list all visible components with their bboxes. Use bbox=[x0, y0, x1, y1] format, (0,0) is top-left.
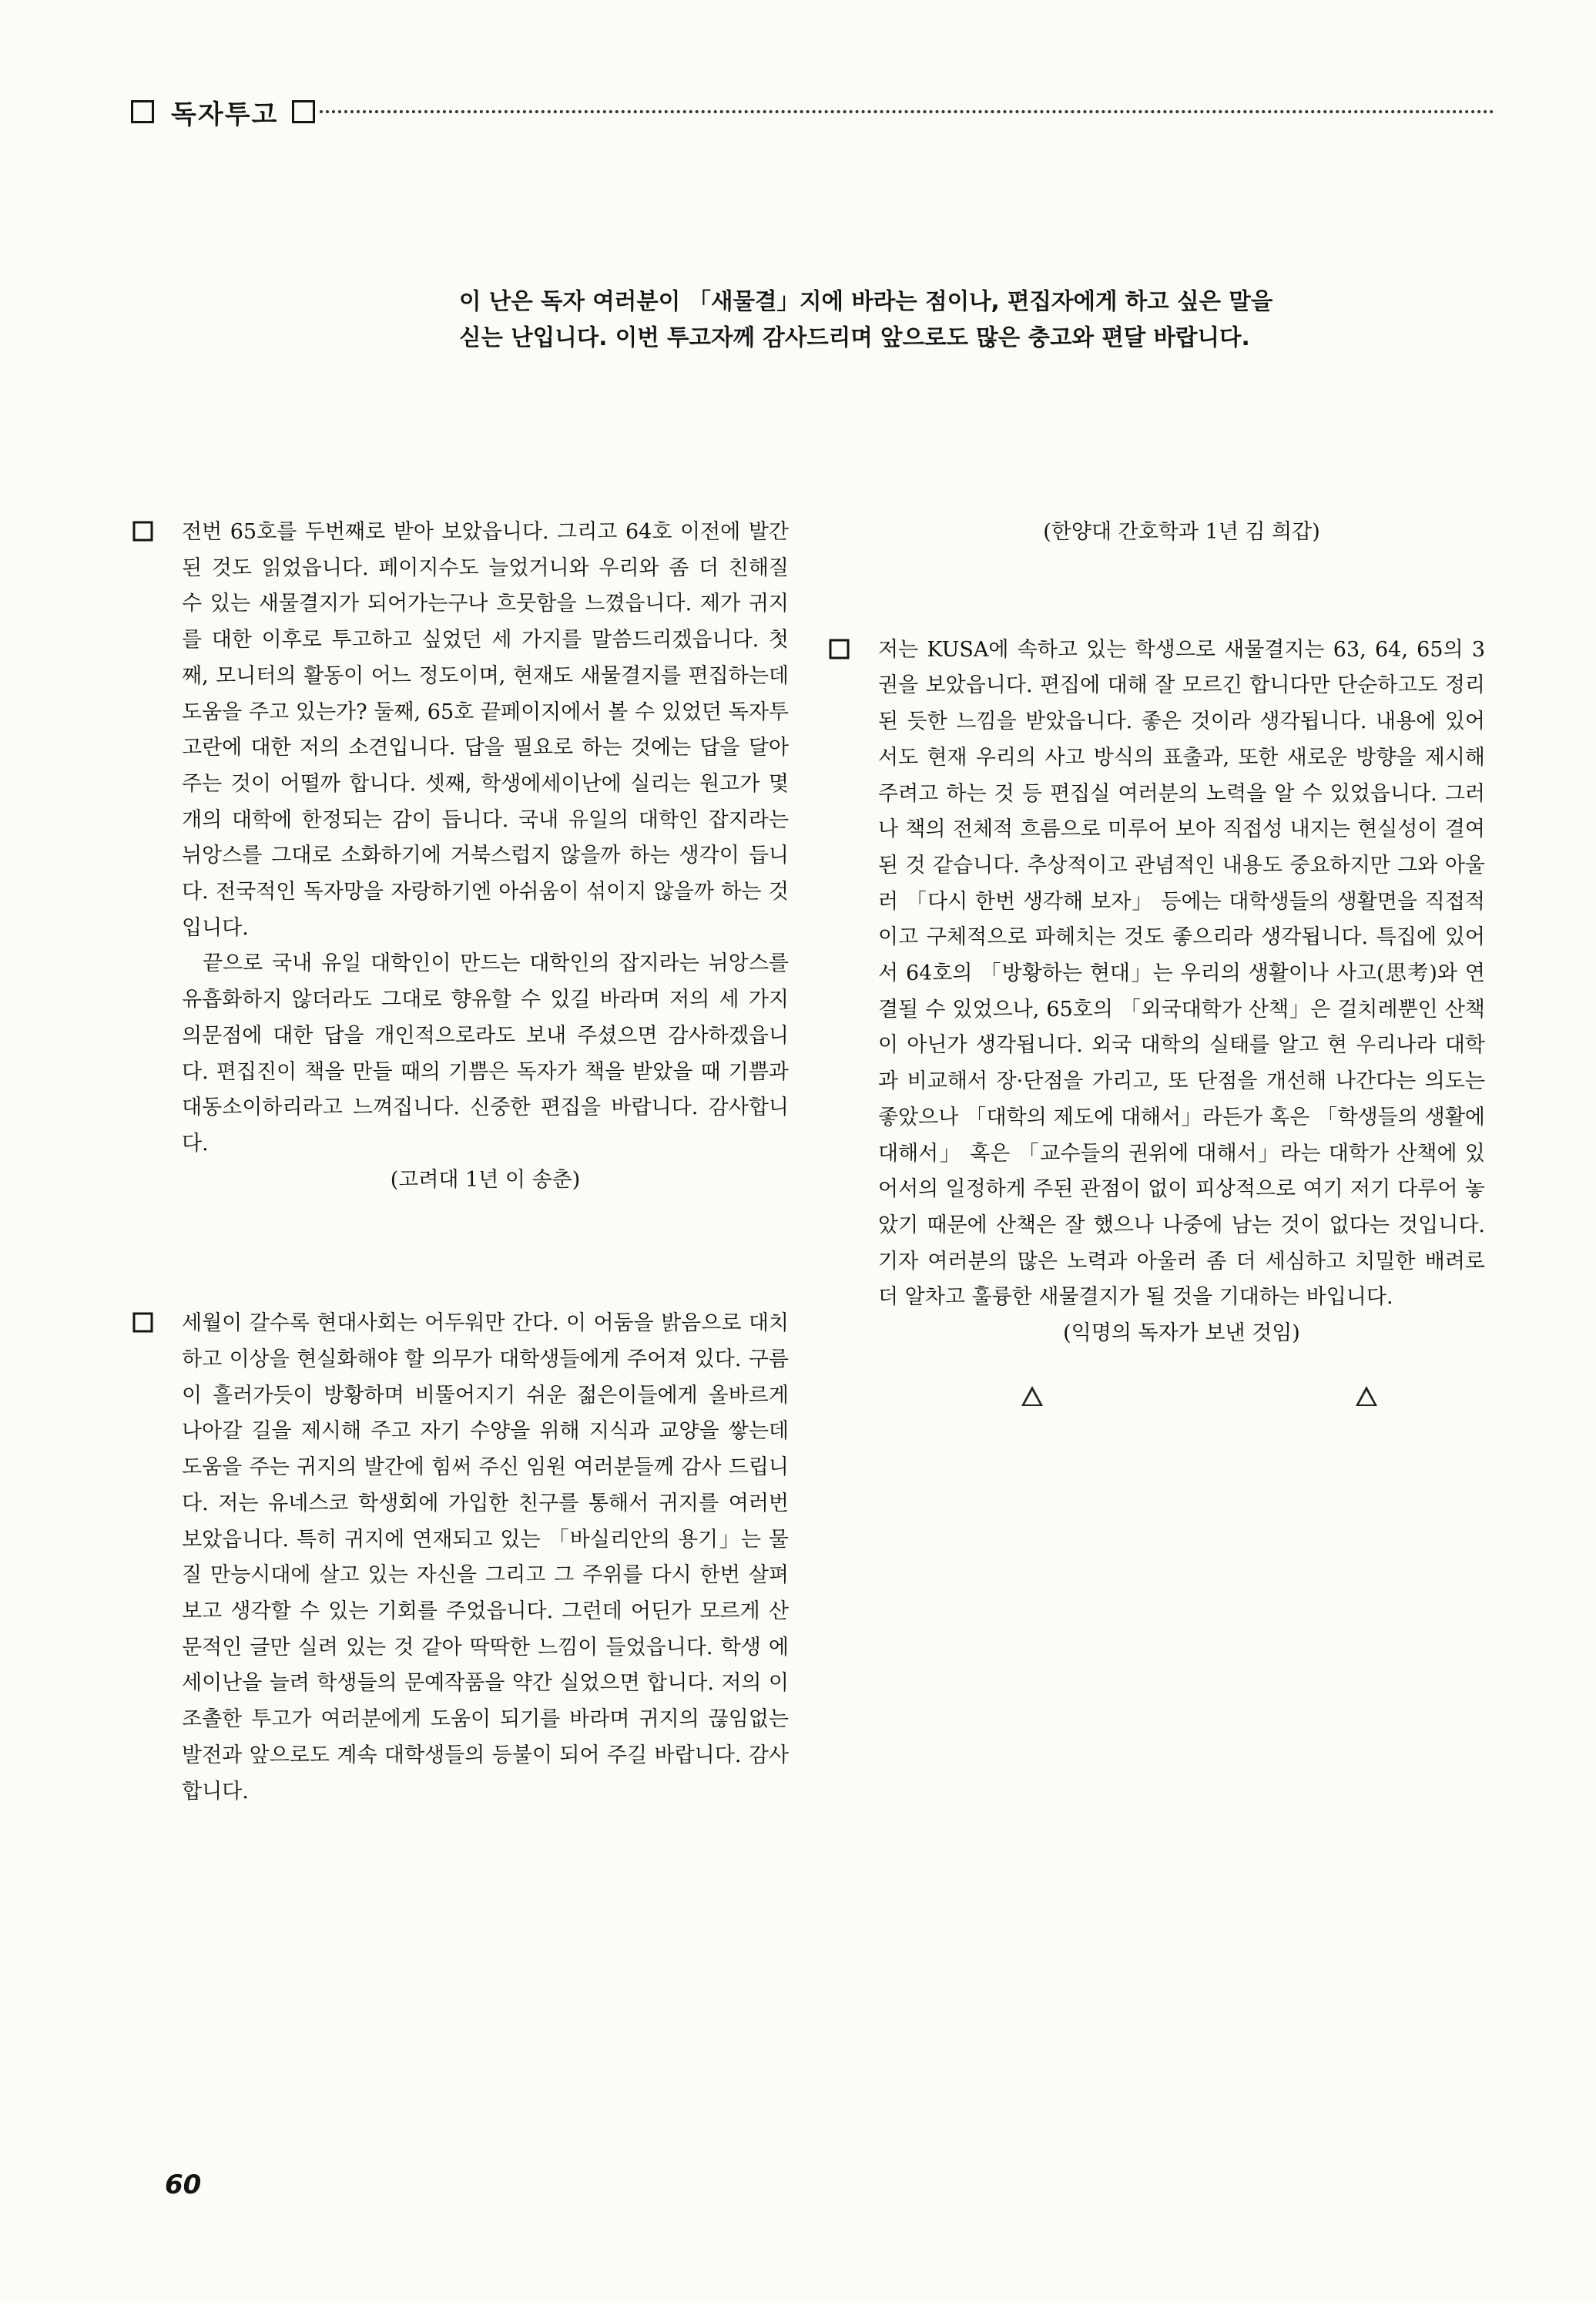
intro-notice bbox=[459, 284, 1445, 356]
right-column bbox=[878, 515, 1485, 1415]
letter-body: 전번 65호를 두번째로 받아 보았읍니다. 그리고 64호 이전에 발간된 것도 읽었읍니다. 페이지수도 늘었거니와 우리와 좀 더 친해질 수 있는 새물결지가 되어가는구나 흐뭇함을 느꼈읍니다. 제가 귀지를 대한 이후로 투고하고 싶었던 세 가지를 말씀드리겠읍니다. 첫째, 모니터의 활동이 어느 정도이며, 현재도 새물결지를 편집하는데 도움을 주고 있는가? 둘째, 65호 끝페이지에서 볼 수 있었던 독자투고란에 대한 저의 소견입니다. 답을 필요로 하는 것에는 답을 달아주는 것이 어떨까 합니다. 셋째, 학생에세이난에 실리는 원고가 몇 개의 대학에 한정되는 감이 듭니다. 국내 유일의 대학인 잡지라는 뉘앙스를 그대로 소화하기에 거북스럽지 않을까 하는 생각이 듭니다. 전국적인 독자망을 자랑하기엔 아쉬움이 섞이지 않을까 하는 것입니다. bbox=[182, 520, 789, 940]
reader-letter-2 bbox=[182, 1306, 789, 1810]
header-box-left-icon bbox=[131, 100, 154, 123]
header-box-right-icon bbox=[292, 100, 315, 123]
letter-bullet-box-icon bbox=[132, 521, 153, 542]
letter-signature: (고려대 1년 이 송춘) bbox=[390, 1167, 581, 1192]
page-number: 60 bbox=[165, 2169, 202, 2200]
letter-bullet-box-icon bbox=[829, 639, 850, 659]
end-ornaments bbox=[878, 1380, 1485, 1415]
triangle-icon bbox=[1356, 1386, 1377, 1406]
section-title: 독자투고 bbox=[171, 99, 279, 130]
letter-bullet-box-icon bbox=[132, 1312, 153, 1333]
left-column bbox=[182, 515, 789, 1810]
reader-letter-3 bbox=[878, 633, 1485, 1352]
intro-line: 이 난은 독자 여러분이 「새물결」지에 바라는 점이나, 편집자에게 하고 싶은 말을 bbox=[459, 288, 1273, 314]
triangle-icon bbox=[1021, 1386, 1043, 1406]
section-header bbox=[131, 94, 1494, 129]
letter-body: 세월이 갈수록 현대사회는 어두워만 간다. 이 어둠을 밝음으로 대치하고 이상을 현실화해야 할 의무가 대학생들에게 주어져 있다. 구름이 흘러가듯이 방황하며 비뚤어지기 쉬운 젊은이들에게 올바르게 나아갈 길을 제시해 주고 자기 수양을 위해 지식과 교양을 쌓는데 도움을 주는 귀지의 발간에 힘써 주신 임원 여러분들께 감사 드립니다. 저는 유네스코 학생회에 가입한 친구를 통해서 귀지를 여러번 보았읍니다. 특히 귀지에 연재되고 있는 「바실리안의 용기」는 물질 만능시대에 살고 있는 자신을 그리고 그 주위를 다시 한번 살펴보고 생각할 수 있는 기회를 주었읍니다. 그런데 어딘가 모르게 산문적인 글만 실려 있는 것 같아 딱딱한 느낌이 들었읍니다. 학생 에세이난을 늘려 학생들의 문예작품을 약간 실었으면 합니다. 저의 이 조촐한 투고가 여러분에게 도움이 되기를 바라며 귀지의 끊임없는 발전과 앞으로도 계속 대학생들의 등불이 되어 주길 바랍니다. 감사합니다. bbox=[182, 1311, 789, 1804]
intro-line: 싣는 난입니다. 이번 투고자께 감사드리며 앞으로도 많은 충고와 편달 바랍니다. bbox=[459, 324, 1250, 351]
dotted-rule bbox=[320, 110, 1494, 113]
letter-signature: (한양대 간호학과 1년 김 희갑) bbox=[1043, 520, 1320, 544]
reader-letter-2-continued bbox=[878, 515, 1485, 551]
letter-body: 끝으로 국내 유일 대학인이 만드는 대학인의 잡지라는 뉘앙스를 유흡화하지 않더라도 그대로 향유할 수 있길 바라며 저의 세 가지 의문점에 대한 답을 개인적으로라도 보내 주셨으면 감사하겠읍니다. 편집진이 책을 만들 때의 기쁨은 독자가 책을 받았을 때 기쁨과 대동소이하리라고 느껴집니다. 신중한 편집을 바랍니다. 감사합니다. bbox=[182, 951, 789, 1156]
letter-body: 저는 KUSA에 속하고 있는 학생으로 새물결지는 63, 64, 65의 3권을 보았읍니다. 편집에 대해 잘 모르긴 합니다만 단순하고도 정리된 듯한 느낌을 받았읍니다. 좋은 것이라 생각됩니다. 내용에 있어서도 현재 우리의 사고 방식의 표출과, 또한 새로운 방향을 제시해 주려고 하는 것 등 편집실 여러분의 노력을 알 수 있었읍니다. 그러나 책의 전체적 흐름으로 미루어 보아 직접성 내지는 현실성이 결여된 것 같습니다. 추상적이고 관념적인 내용도 중요하지만 그와 아울러 「다시 한번 생각해 보자」 등에는 대학생들의 생활면을 직접적이고 구체적으로 파헤치는 것도 좋으리라 생각됩니다. 특집에 있어서 64호의 「방황하는 현대」는 우리의 생활이나 사고(思考)와 연결될 수 있었으나, 65호의 「외국대학가 산책」은 걸치레뿐인 산책이 아닌가 생각됩니다. 외국 대학의 실태를 알고 현 우리나라 대학과 비교해서 장·단점을 가리고, 또 단점을 개선해 나간다는 의도는 좋았으나 「대학의 제도에 대해서」라든가 혹은 「학생들의 생활에 대해서」 혹은 「교수들의 권위에 대해서」라는 대학가 산책에 있어서의 일정하게 주된 관점이 없이 피상적으로 여기 저기 다루어 놓았기 때문에 산책은 잘 했으나 나중에 남는 것이 없다는 것입니다. 기자 여러분의 많은 노력과 아울러 좀 더 세심하고 치밀한 배려로 더 알차고 훌륭한 새물결지가 될 것을 기대하는 바입니다. bbox=[878, 637, 1485, 1310]
letter-signature: (익명의 독자가 보낸 것임) bbox=[1063, 1321, 1300, 1346]
reader-letter-1 bbox=[182, 515, 789, 1198]
